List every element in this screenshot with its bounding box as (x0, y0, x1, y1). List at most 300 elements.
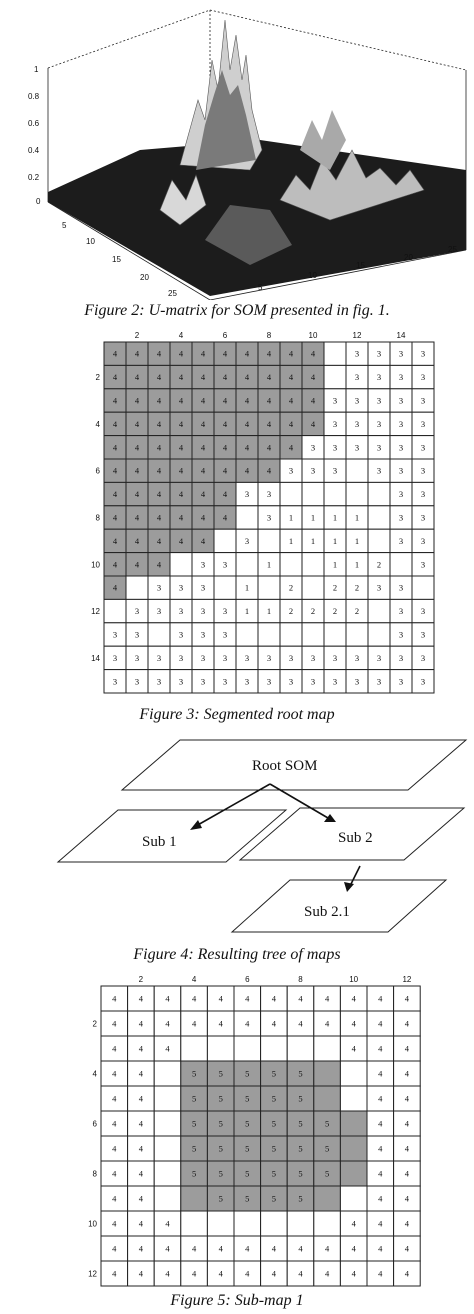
map-cell (340, 1136, 367, 1161)
cell-value: 5 (324, 1143, 330, 1154)
cell-value: 4 (178, 418, 184, 429)
cell-value: 4 (288, 348, 294, 359)
cell-value: 4 (138, 1018, 144, 1029)
cell-value: 4 (200, 535, 206, 546)
col-tick: 12 (352, 332, 362, 340)
cell-value: 5 (324, 1118, 330, 1129)
cell-value: 1 (354, 512, 360, 523)
sub-map-1-grid (0, 976, 474, 1290)
cell-value: 4 (266, 395, 272, 406)
z-tick: 0.6 (28, 119, 40, 128)
right-tick: 10 (308, 271, 317, 280)
col-tick: 14 (396, 332, 406, 340)
cell-value: 3 (222, 629, 228, 640)
cell-value: 2 (310, 606, 316, 617)
cell-value: 4 (165, 1043, 170, 1054)
cell-value: 5 (298, 1118, 303, 1129)
cell-value: 5 (191, 1143, 197, 1154)
left-tick: 20 (140, 273, 149, 282)
cell-value: 4 (351, 993, 356, 1004)
cell-value: 2 (288, 582, 294, 593)
cell-value: 5 (245, 1068, 250, 1079)
cell-value: 4 (288, 418, 294, 429)
cell-value: 4 (245, 1018, 250, 1029)
col-tick: 4 (178, 332, 184, 340)
cell-value: 4 (138, 1268, 144, 1279)
cell-value: 5 (271, 1193, 277, 1204)
cell-value: 3 (376, 582, 382, 593)
map-cell (258, 623, 280, 646)
map-cell (368, 623, 390, 646)
map-cell (148, 623, 170, 646)
map-cell (280, 482, 302, 505)
cell-value: 4 (266, 442, 272, 453)
cell-value: 4 (112, 1193, 117, 1204)
segmented-root-map-grid (0, 332, 474, 698)
cell-value: 4 (200, 512, 206, 523)
cell-value: 4 (222, 512, 228, 523)
z-tick: 0.4 (28, 146, 40, 155)
cell-value: 3 (310, 652, 316, 663)
cell-value: 5 (191, 1168, 197, 1179)
cell-value: 3 (420, 652, 426, 663)
cell-value: 3 (178, 629, 184, 640)
right-tick: 5 (258, 283, 263, 292)
cell-value: 3 (398, 442, 404, 453)
cell-value: 4 (244, 395, 250, 406)
cell-value: 4 (112, 559, 118, 570)
cell-value: 3 (112, 629, 118, 640)
cell-value: 5 (218, 1143, 223, 1154)
cell-value: 2 (376, 559, 382, 570)
cell-value: 5 (218, 1093, 223, 1104)
cell-value: 4 (378, 1143, 383, 1154)
cell-value: 3 (222, 559, 228, 570)
cell-value: 4 (310, 372, 316, 383)
cell-value: 4 (156, 535, 162, 546)
tree-of-maps-diagram (0, 738, 474, 938)
cell-value: 4 (165, 1218, 170, 1229)
cell-value: 5 (245, 1093, 250, 1104)
cell-value: 4 (191, 1268, 197, 1279)
cell-value: 3 (310, 465, 316, 476)
cell-value: 1 (310, 512, 316, 523)
cell-value: 4 (156, 442, 162, 453)
cell-value: 4 (310, 418, 316, 429)
cell-value: 1 (332, 559, 338, 570)
cell-value: 4 (288, 372, 294, 383)
cell-value: 4 (378, 1268, 383, 1279)
row-tick: 12 (88, 1269, 97, 1279)
cell-value: 3 (376, 395, 382, 406)
cell-value: 3 (266, 512, 272, 523)
cell-value: 3 (420, 676, 426, 687)
cell-value: 4 (112, 372, 118, 383)
cell-value: 4 (244, 418, 250, 429)
cell-value: 3 (332, 418, 338, 429)
cell-value: 4 (138, 1218, 144, 1229)
cell-value: 3 (112, 652, 118, 663)
cell-value: 4 (156, 512, 162, 523)
cell-value: 5 (298, 1193, 303, 1204)
map-cell (236, 506, 258, 529)
cell-value: 5 (271, 1118, 277, 1129)
figure-4-caption: Figure 4: Resulting tree of maps (133, 946, 341, 963)
map-cell (368, 599, 390, 622)
cell-value: 3 (332, 676, 338, 687)
right-tick: 25 (448, 245, 457, 254)
cell-value: 3 (156, 676, 162, 687)
cell-value: 4 (165, 1243, 170, 1254)
cell-value: 4 (165, 1268, 170, 1279)
map-cell (412, 576, 434, 599)
map-cell (207, 1036, 234, 1061)
cell-value: 3 (420, 465, 426, 476)
cell-value: 4 (222, 465, 228, 476)
cell-value: 5 (271, 1068, 277, 1079)
z-tick: 0.2 (28, 173, 40, 182)
col-tick: 10 (349, 976, 359, 984)
map-cell (261, 1211, 288, 1236)
col-tick: 4 (191, 976, 197, 984)
cell-value: 4 (200, 372, 206, 383)
cell-value: 4 (134, 442, 140, 453)
cell-value: 3 (420, 418, 426, 429)
cell-value: 3 (420, 348, 426, 359)
map-cell (154, 1136, 181, 1161)
cell-value: 3 (420, 512, 426, 523)
cell-value: 2 (332, 606, 338, 617)
cell-value: 5 (298, 1068, 303, 1079)
cell-value: 4 (138, 1243, 144, 1254)
map-cell (154, 1186, 181, 1211)
cell-value: 3 (134, 629, 140, 640)
col-tick: 8 (298, 976, 303, 984)
cell-value: 4 (134, 418, 140, 429)
cell-value: 3 (178, 676, 184, 687)
cell-value: 4 (351, 1218, 356, 1229)
row-tick: 4 (95, 419, 100, 429)
cell-value: 4 (112, 535, 118, 546)
figure-5-caption: Figure 5: Sub-map 1 (170, 1292, 304, 1309)
row-tick: 2 (92, 1019, 97, 1029)
cell-value: 4 (191, 1243, 197, 1254)
cell-value: 4 (404, 1218, 410, 1229)
cell-value: 3 (200, 629, 206, 640)
map-cell (340, 1161, 367, 1186)
sub-2-1-label: Sub 2.1 (304, 904, 350, 920)
cell-value: 4 (404, 1068, 410, 1079)
left-tick: 10 (86, 237, 95, 246)
cell-value: 3 (222, 652, 228, 663)
cell-value: 4 (324, 1243, 330, 1254)
map-cell (126, 576, 148, 599)
row-tick: 10 (91, 560, 100, 570)
cell-value: 3 (398, 348, 404, 359)
map-cell (207, 1211, 234, 1236)
cell-value: 4 (222, 442, 228, 453)
grid-cells (104, 342, 434, 693)
map-cell (170, 553, 192, 576)
cell-value: 1 (244, 606, 250, 617)
cell-value: 5 (324, 1168, 330, 1179)
cell-value: 5 (271, 1143, 277, 1154)
cell-value: 1 (354, 559, 360, 570)
map-cell (324, 365, 346, 388)
cell-value: 4 (324, 993, 330, 1004)
cell-value: 3 (398, 629, 404, 640)
map-cell (314, 1211, 341, 1236)
cell-value: 4 (165, 993, 170, 1004)
col-tick: 6 (222, 332, 228, 340)
cell-value: 1 (288, 535, 294, 546)
map-cell (324, 482, 346, 505)
cell-value: 3 (178, 582, 184, 593)
map-cell (154, 1111, 181, 1136)
figure-4 (0, 738, 474, 938)
cell-value: 4 (351, 1243, 356, 1254)
map-cell (302, 576, 324, 599)
cell-value: 1 (288, 512, 294, 523)
figure-2 (0, 0, 474, 300)
cell-value: 3 (200, 652, 206, 663)
cell-value: 3 (244, 652, 250, 663)
cell-value: 3 (310, 676, 316, 687)
cell-value: 4 (191, 993, 197, 1004)
cell-value: 4 (298, 993, 303, 1004)
cell-value: 4 (271, 993, 277, 1004)
map-cell (302, 623, 324, 646)
cell-value: 3 (288, 652, 294, 663)
cell-value: 4 (134, 465, 140, 476)
map-cell (287, 1211, 314, 1236)
map-cell (390, 553, 412, 576)
map-cell (181, 1211, 208, 1236)
cell-value: 4 (178, 348, 184, 359)
map-cell (280, 623, 302, 646)
cell-value: 3 (156, 606, 162, 617)
map-cell (258, 529, 280, 552)
cell-value: 3 (420, 606, 426, 617)
cell-value: 4 (378, 1093, 383, 1104)
cell-value: 5 (298, 1168, 303, 1179)
cell-value: 3 (420, 395, 426, 406)
cell-value: 4 (138, 1068, 144, 1079)
cell-value: 3 (332, 442, 338, 453)
sub-2-label: Sub 2 (338, 830, 373, 846)
cell-value: 4 (112, 465, 118, 476)
cell-value: 4 (244, 465, 250, 476)
cell-value: 2 (354, 606, 360, 617)
cell-value: 3 (398, 582, 404, 593)
map-cell (234, 1211, 261, 1236)
cell-value: 1 (332, 535, 338, 546)
cell-value: 3 (398, 418, 404, 429)
cell-value: 4 (404, 1268, 410, 1279)
cell-value: 4 (378, 1043, 383, 1054)
cell-value: 4 (378, 1193, 383, 1204)
col-tick: 8 (266, 332, 272, 340)
cell-value: 3 (354, 418, 360, 429)
cell-value: 3 (200, 559, 206, 570)
cell-value: 3 (398, 465, 404, 476)
cell-value: 4 (266, 372, 272, 383)
cell-value: 4 (218, 1268, 223, 1279)
cell-value: 3 (200, 582, 206, 593)
cell-value: 3 (200, 676, 206, 687)
cell-value: 4 (112, 418, 118, 429)
col-tick: 12 (402, 976, 412, 984)
umatrix-surface-plot (0, 0, 474, 300)
cell-value: 4 (112, 1068, 117, 1079)
map-cell (181, 1186, 208, 1211)
map-cell (340, 1111, 367, 1136)
map-cell (214, 529, 236, 552)
map-cell (280, 553, 302, 576)
cell-value: 4 (298, 1243, 303, 1254)
cell-value: 4 (378, 1243, 383, 1254)
cell-value: 4 (218, 1018, 223, 1029)
cell-value: 4 (112, 582, 118, 593)
cell-value: 3 (244, 489, 250, 500)
cell-value: 4 (378, 993, 383, 1004)
map-cell (346, 459, 368, 482)
map-cell (261, 1036, 288, 1061)
cell-value: 4 (165, 1018, 170, 1029)
cell-value: 3 (376, 418, 382, 429)
cell-value: 4 (200, 489, 206, 500)
cell-value: 3 (266, 652, 272, 663)
figure-3 (0, 332, 474, 698)
cell-value: 3 (134, 652, 140, 663)
cell-value: 4 (112, 1093, 117, 1104)
left-tick: 25 (168, 289, 177, 298)
map-cell (236, 623, 258, 646)
cell-value: 4 (178, 489, 184, 500)
cell-value: 3 (178, 606, 184, 617)
map-cell (340, 1186, 367, 1211)
map-cell (258, 576, 280, 599)
cell-value: 3 (398, 606, 404, 617)
cell-value: 4 (112, 1018, 117, 1029)
cell-value: 3 (156, 582, 162, 593)
map-cell (314, 1086, 341, 1111)
cell-value: 4 (244, 348, 250, 359)
cell-value: 3 (112, 676, 118, 687)
cell-value: 4 (156, 559, 162, 570)
cell-value: 4 (112, 1243, 117, 1254)
cell-value: 5 (218, 1168, 223, 1179)
cell-value: 4 (178, 442, 184, 453)
map-cell (236, 553, 258, 576)
left-tick: 5 (62, 221, 67, 230)
col-tick: 2 (138, 976, 144, 984)
cell-value: 2 (288, 606, 294, 617)
cell-value: 4 (404, 1243, 410, 1254)
map-cell (302, 553, 324, 576)
map-cell (324, 623, 346, 646)
cell-value: 4 (200, 348, 206, 359)
cell-value: 5 (218, 1193, 223, 1204)
map-cell (181, 1036, 208, 1061)
cell-value: 4 (218, 1243, 223, 1254)
cell-value: 4 (134, 372, 140, 383)
left-tick: 15 (112, 255, 121, 264)
figure-5 (0, 976, 474, 1290)
map-cell (368, 529, 390, 552)
cell-value: 4 (245, 1268, 250, 1279)
map-cell (154, 1161, 181, 1186)
row-tick: 14 (91, 653, 100, 663)
map-cell (287, 1036, 314, 1061)
cell-value: 3 (376, 348, 382, 359)
map-cell (314, 1036, 341, 1061)
cell-value: 4 (288, 442, 294, 453)
map-cell (314, 1061, 341, 1086)
cell-value: 1 (310, 535, 316, 546)
cell-value: 3 (200, 606, 206, 617)
cell-value: 4 (178, 372, 184, 383)
cell-value: 4 (156, 348, 162, 359)
cell-value: 4 (404, 1118, 410, 1129)
cell-value: 4 (310, 395, 316, 406)
cell-value: 3 (376, 652, 382, 663)
cell-value: 4 (156, 465, 162, 476)
cell-value: 1 (244, 582, 250, 593)
z-tick: 0.8 (28, 92, 40, 101)
cell-value: 1 (266, 606, 272, 617)
cell-value: 4 (200, 465, 206, 476)
cell-value: 4 (404, 1043, 410, 1054)
cell-value: 3 (420, 535, 426, 546)
cell-value: 5 (298, 1093, 303, 1104)
sub-1-label: Sub 1 (142, 834, 177, 850)
row-tick: 6 (95, 466, 100, 476)
cell-value: 4 (112, 1143, 117, 1154)
cell-value: 4 (244, 372, 250, 383)
cell-value: 4 (404, 1093, 410, 1104)
cell-value: 4 (404, 1018, 410, 1029)
map-cell (340, 1086, 367, 1111)
map-cell (104, 599, 126, 622)
cell-value: 4 (378, 1168, 383, 1179)
cell-value: 3 (134, 676, 140, 687)
cell-value: 4 (178, 465, 184, 476)
cell-value: 4 (112, 1043, 117, 1054)
cell-value: 5 (245, 1118, 250, 1129)
cell-value: 3 (354, 348, 360, 359)
cell-value: 4 (134, 559, 140, 570)
cell-value: 3 (288, 465, 294, 476)
cell-value: 4 (245, 1243, 250, 1254)
cell-value: 3 (376, 442, 382, 453)
cell-value: 2 (354, 582, 360, 593)
right-tick: 20 (404, 253, 413, 262)
cell-value: 5 (271, 1168, 277, 1179)
cell-value: 4 (138, 993, 144, 1004)
cell-value: 4 (112, 993, 117, 1004)
cell-value: 4 (134, 535, 140, 546)
cell-value: 4 (112, 1118, 117, 1129)
cell-value: 4 (112, 512, 118, 523)
cell-value: 4 (191, 1018, 197, 1029)
cell-value: 3 (376, 372, 382, 383)
cell-value: 3 (420, 442, 426, 453)
cell-value: 3 (332, 395, 338, 406)
cell-value: 4 (351, 1268, 356, 1279)
col-tick: 2 (134, 332, 140, 340)
map-cell (368, 506, 390, 529)
